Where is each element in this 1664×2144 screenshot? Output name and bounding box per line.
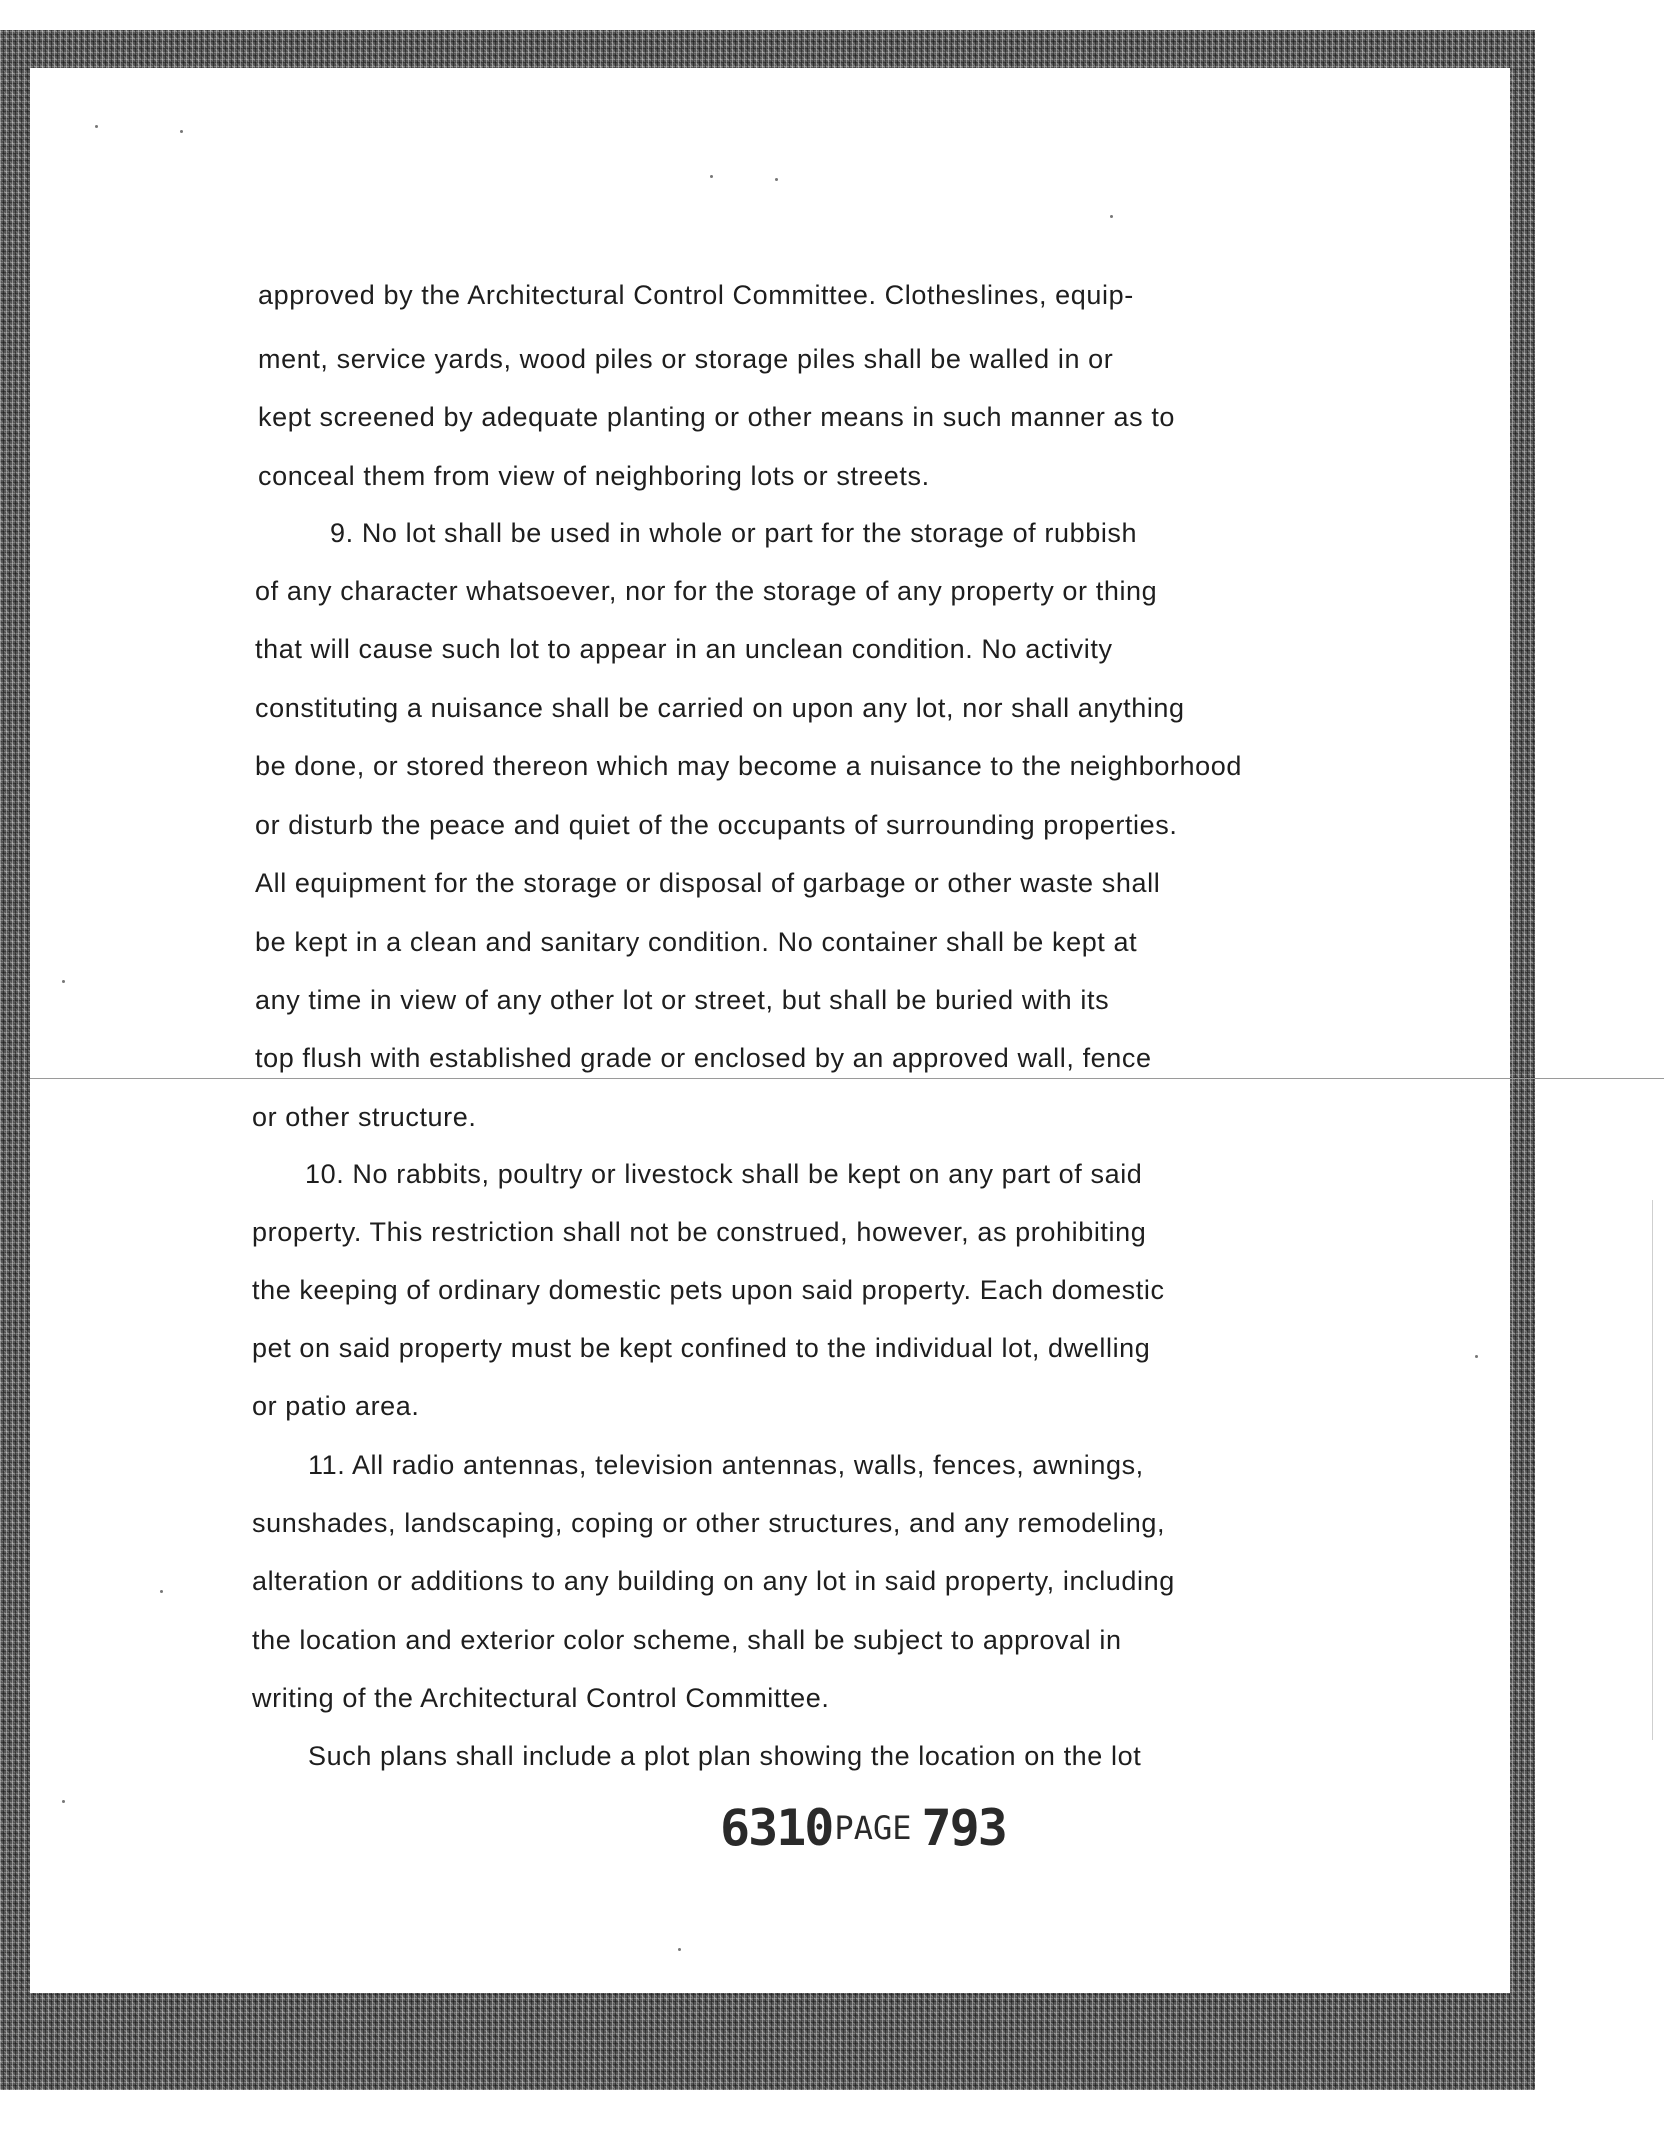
paragraph-10-start: 10. No rabbits, poultry or livestock shall be kept on any part of said [305,1159,1143,1189]
text-line: or disturb the peace and quiet of the occupants of surrounding properties. [255,810,1178,840]
text-line: or other structure. [252,1102,477,1132]
scan-speck [62,980,65,983]
paragraph-11-start: 11. All radio antennas, television antennas, walls, fences, awnings, [308,1450,1144,1480]
text-line: be done, or stored thereon which may become a nuisance to the neighborhood [255,751,1243,781]
text-line: All equipment for the storage or disposal of garbage or other waste shall [255,868,1161,898]
text-line: conceal them from view of neighboring lots or streets. [258,461,930,491]
scan-speck [95,125,98,128]
text-line: be kept in a clean and sanitary condition. No container shall be kept at [255,927,1138,957]
scan-speck [1475,1355,1478,1358]
text-line: ment, service yards, wood piles or storage piles shall be walled in or [258,344,1114,374]
scan-speck [775,178,778,181]
text-line: sunshades, landscaping, coping or other structures, and any remodeling, [252,1508,1166,1538]
text-line: the location and exterior color scheme, shall be subject to approval in [252,1625,1122,1655]
paragraph-9-start: 9. No lot shall be used in whole or part for the storage of rubbish [330,518,1138,548]
scan-speck [1110,215,1113,218]
stamp-page-word: PAGE [834,1809,912,1847]
stamp-book-number: 6310 [720,1799,833,1857]
text-line: constituting a nuisance shall be carried on upon any lot, nor shall anything [255,693,1185,723]
text-line: that will cause such lot to appear in an unclean condition. No activity [255,634,1113,664]
book-page-stamp [720,1800,1006,1856]
scan-speck [710,175,713,178]
text-line: top flush with established grade or enclosed by an approved wall, fence [255,1043,1152,1073]
text-line: alteration or additions to any building on any lot in said property, including [252,1566,1175,1596]
text-line: or patio area. [252,1391,420,1421]
text-line: any time in view of any other lot or street, but shall be buried with its [255,985,1110,1015]
scan-speck [180,130,183,133]
text-line: kept screened by adequate planting or other means in such manner as to [258,402,1176,432]
text-line: of any character whatsoever, nor for the storage of any property or thing [255,576,1158,606]
scan-speck [678,1948,681,1951]
scan-artifact-line [30,1078,1664,1079]
text-line: writing of the Architectural Control Committee. [252,1683,830,1713]
scan-speck [160,1590,163,1593]
text-line: property. This restriction shall not be construed, however, as prohibiting [252,1217,1147,1247]
text-line: approved by the Architectural Control Committee. Clotheslines, equip- [258,280,1134,310]
text-line: the keeping of ordinary domestic pets upon said property. Each domestic [252,1275,1165,1305]
stamp-page-number: 793 [921,1799,1006,1857]
paragraph-continuation: Such plans shall include a plot plan showing the location on the lot [308,1741,1142,1771]
scan-speck [62,1800,65,1803]
scan-artifact-edge [1652,1200,1653,1740]
text-line: pet on said property must be kept confined to the individual lot, dwelling [252,1333,1151,1363]
